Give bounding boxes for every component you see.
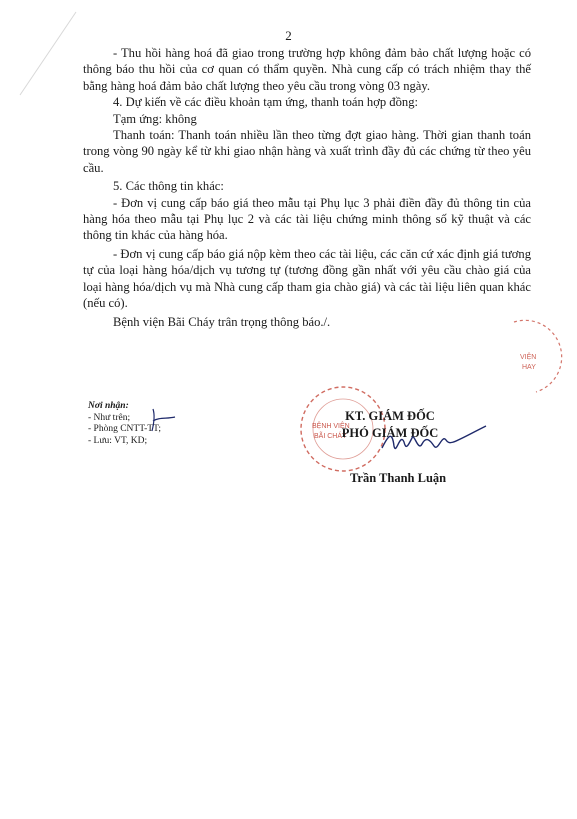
svg-text:VIỆN: VIỆN bbox=[520, 354, 537, 361]
handwritten-signature bbox=[378, 422, 488, 462]
svg-text:HAY: HAY bbox=[522, 364, 536, 371]
document-body bbox=[83, 45, 531, 330]
recipient-item: - Lưu: VT, KD; bbox=[88, 435, 148, 446]
recipient-item: - Như trên; bbox=[88, 412, 131, 423]
quote-form-paragraph: - Đơn vị cung cấp báo giá theo mẫu tại Phụ lục 3 phải điền đầy đủ thông tin của hàng hóa theo mẫu tại Phụ lục 2 và các tài liệu chứng minh thông số kỹ thuật và các thông tin khác của hàng hóa. bbox=[83, 195, 531, 243]
signer-name: Trần Thanh Luận bbox=[350, 471, 447, 485]
recipients-title: Nơi nhận: bbox=[88, 401, 129, 411]
section-5-heading: 5. Các thông tin khác: bbox=[113, 179, 224, 194]
svg-text:BỆNH VIỆN: BỆNH VIỆN bbox=[312, 423, 350, 430]
payment-terms-paragraph: Thanh toán: Thanh toán nhiều lần theo từng đợt giao hàng. Thời gian thanh toán trong vòng 90 ngày kể từ khi giao nhận hàng và xuất trình đầy đủ các chứng từ theo yêu cầu. bbox=[83, 128, 531, 175]
page-number: 2 bbox=[285, 28, 292, 43]
svg-text:BÃI CHÁY: BÃI CHÁY bbox=[314, 433, 347, 440]
recipient-item: - Phòng CNTT-TT; bbox=[88, 424, 162, 434]
paragraph-recall-goods: - Thu hồi hàng hoá đã giao trong trường hợp không đảm bảo chất lượng hoặc có thông báo thu hồi của cơ quan có thẩm quyền. Nhà cung cấp có trách nhiệm thay thế bằng hàng hoá đảm bảo chất lượng theo yêu cầu trong vòng 03 ngày. bbox=[83, 46, 531, 93]
supporting-docs-paragraph: - Đơn vị cung cấp báo giá nộp kèm theo các tài liệu, các căn cứ xác định giá tương tự của loại hàng hóa/dịch vụ tương tự (tương đồng gần nhất với yêu cầu chào giá của loại hàng hóa/dịch vụ mà Nhà cung cấp tham gia chào giá) và các tài liệu liên quan khác (nếu có). bbox=[83, 246, 531, 311]
partial-seal-stamp bbox=[496, 318, 566, 398]
signer-role-line2: PHÓ GIÁM ĐỐC bbox=[341, 426, 439, 440]
advance-payment-line: Tạm ứng: không bbox=[113, 111, 197, 126]
closing-line: Bệnh viện Bãi Cháy trân trọng thông báo./. bbox=[113, 314, 331, 329]
signer-role-line1: KT. GIÁM ĐỐC bbox=[345, 409, 435, 423]
initial-mark-icon bbox=[147, 407, 177, 433]
section-4-heading: 4. Dự kiến về các điều khoản tạm ứng, thanh toán hợp đồng: bbox=[113, 95, 418, 110]
